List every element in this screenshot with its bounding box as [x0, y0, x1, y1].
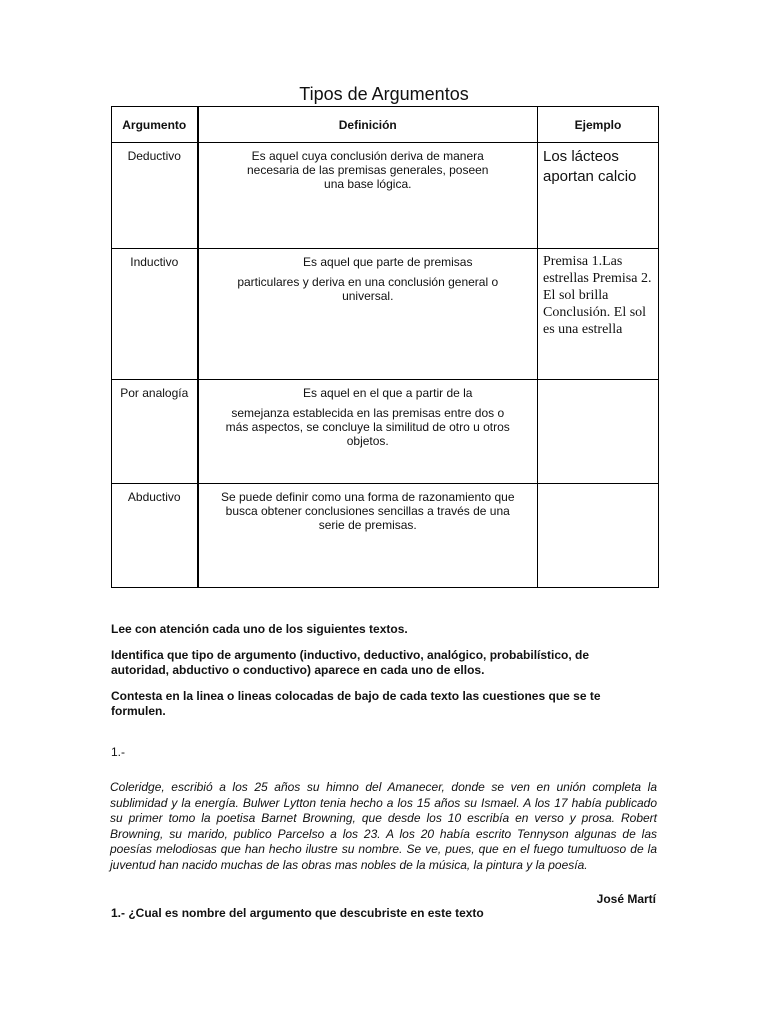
passage-text: Coleridge, escribió a los 25 años su himno del Amanecer, donde se ven en unión completa la sublimidad y la energía. Bulwer Lytton tenia hecho a los 15 años su Ismael. A los 17 había publicado su primer tomo la poetisa Barnet Browning, que desde los 10 escribía en verso y prosa. Robert Browning, su marido, publico Parcelso a los 23. A los 20 había escrito Tennyson algunas de las poesías melodiosas que han hecho ilustre su nombre. Se ve, pues, que en el fuego tumultuoso de la juventud han nacido muchas de las obras mas nobles de la música, la pintura y la poesía. [110, 780, 657, 872]
cell-ejemplo [538, 484, 659, 588]
table-header-row [112, 107, 659, 143]
cell-argumento: Por analogía [112, 380, 198, 484]
header-ejemplo: Ejemplo [538, 107, 659, 143]
definition-line: Es aquel en el que a partir de la [303, 386, 473, 400]
cell-ejemplo: Premisa 1.Las estrellas Premisa 2. El sol brilla Conclusión. El sol es una estrella [538, 249, 659, 380]
table-row [112, 380, 659, 484]
header-definicion: Definición [198, 107, 538, 143]
definition-line: particulares y deriva en una conclusión general o universal. [237, 275, 499, 303]
cell-argumento: Abductivo [112, 484, 198, 588]
cell-argumento: Inductivo [112, 249, 198, 380]
instruction-answer: Contesta en la linea o lineas colocadas de bajo de cada texto las cuestiones que se te formulen. [111, 689, 601, 718]
cell-ejemplo: Los lácteos aportan calcio [538, 143, 659, 249]
definition-line: Es aquel que parte de premisas [303, 255, 473, 269]
question-1: 1.- ¿Cual es nombre del argumento que descubriste en este texto [111, 906, 484, 920]
cell-argumento: Deductivo [112, 143, 198, 249]
header-argumento: Argumento [112, 107, 198, 143]
cell-definicion [198, 484, 538, 588]
definition-line: Es aquel cuya conclusión deriva de manera [251, 149, 484, 163]
argument-types-table [111, 106, 659, 588]
page-title: Tipos de Argumentos [299, 84, 469, 104]
cell-definicion [198, 143, 538, 249]
definition-line: semejanza establecida en las premisas entre dos o más aspectos, se concluye la similitud de otro u otros objetos. [225, 406, 510, 448]
cell-definicion [198, 249, 538, 380]
definition-line: Se puede definir como una forma de razonamiento que busca obtener conclusiones sencillas a través de una serie de premisas. [220, 490, 515, 532]
passage-author: José Martí [596, 892, 656, 906]
definition-line: necesaria de las premisas generales, poseen [247, 163, 489, 177]
table-row [112, 143, 659, 249]
definition-line: una base lógica. [324, 177, 412, 191]
instruction-identify: Identifica que tipo de argumento (inductivo, deductivo, analógico, probabilístico, de autoridad, abductivo o conductivo) aparece en cada uno de ellos. [111, 648, 590, 677]
table-row [112, 484, 659, 588]
cell-definicion [198, 380, 538, 484]
item-number: 1.- [111, 745, 126, 759]
table-row [112, 249, 659, 380]
instruction-read: Lee con atención cada uno de los siguientes textos. [111, 622, 408, 636]
cell-ejemplo [538, 380, 659, 484]
